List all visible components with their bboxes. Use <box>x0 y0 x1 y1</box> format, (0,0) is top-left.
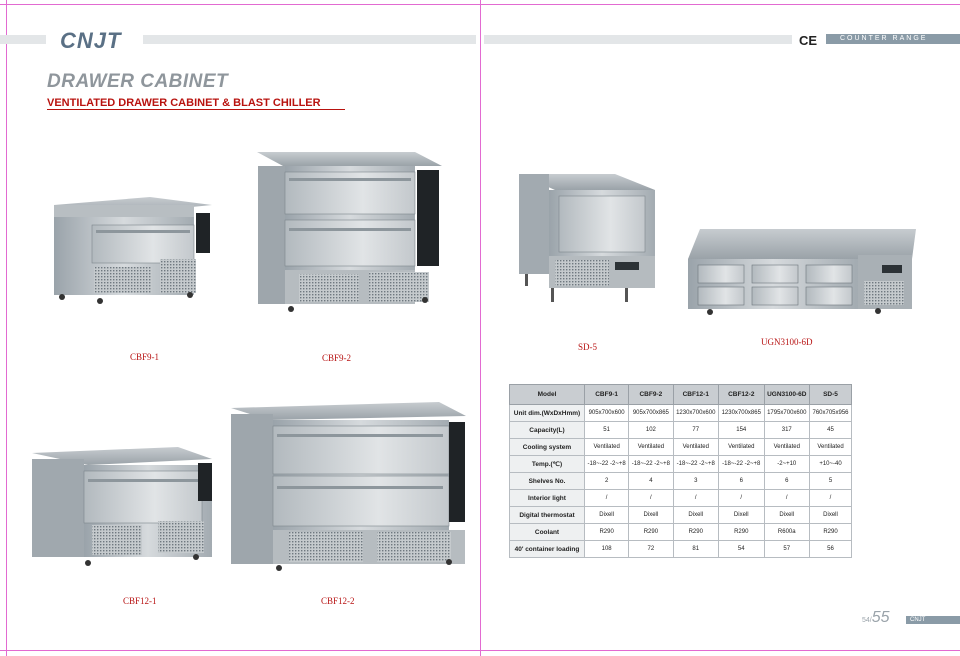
table-cell: 51 <box>585 422 629 439</box>
spec-table <box>509 384 852 558</box>
table-cell: Ventilated <box>719 439 765 456</box>
table-cell: 6 <box>719 473 765 490</box>
table-row <box>510 405 852 422</box>
table-cell: / <box>764 490 810 507</box>
cbf9-1-image <box>50 195 215 310</box>
page-subtitle: VENTILATED DRAWER CABINET & BLAST CHILLER <box>47 97 345 110</box>
table-cell: -18~-22 -2~+8 <box>719 456 765 473</box>
row-label-cell: Capacity(L) <box>510 422 585 439</box>
table-cell: 45 <box>810 422 852 439</box>
table-row <box>510 541 852 558</box>
table-cell: Ventilated <box>629 439 673 456</box>
ce-mark: CE <box>799 33 818 48</box>
table-cell: 102 <box>629 422 673 439</box>
page-number-left: 54 <box>862 617 870 624</box>
footer-brand-tag: CNJT <box>906 616 960 624</box>
table-cell: 6 <box>764 473 810 490</box>
table-cell: -2~+10 <box>764 456 810 473</box>
table-cell: / <box>810 490 852 507</box>
table-cell: 905x700x600 <box>585 405 629 422</box>
table-row <box>510 473 852 490</box>
table-cell: 1230x700x600 <box>673 405 719 422</box>
table-cell: / <box>719 490 765 507</box>
ugn3100-6d-image <box>686 225 921 317</box>
table-row <box>510 507 852 524</box>
caption-cbf9-2: CBF9-2 <box>322 353 352 363</box>
table-cell: R290 <box>810 524 852 541</box>
crop-line-center <box>480 0 481 656</box>
cbf9-2-image <box>255 150 445 315</box>
header-bar-left-stub <box>0 35 46 44</box>
table-cell: 2 <box>585 473 629 490</box>
table-cell: / <box>629 490 673 507</box>
spec-header-row <box>510 385 852 405</box>
table-cell: R290 <box>719 524 765 541</box>
table-cell: R290 <box>673 524 719 541</box>
row-label-cell: Temp.(℃) <box>510 456 585 473</box>
table-cell: Dixell <box>629 507 673 524</box>
sd-5-image <box>515 170 660 305</box>
table-cell: Ventilated <box>585 439 629 456</box>
crop-line-left <box>6 0 7 656</box>
table-cell: 81 <box>673 541 719 558</box>
table-cell: 905x700x865 <box>629 405 673 422</box>
header-cell: SD-5 <box>810 385 852 405</box>
table-row <box>510 490 852 507</box>
cbf12-2-image <box>229 400 469 575</box>
range-label: COUNTER RANGE <box>826 34 960 44</box>
table-cell: R600a <box>764 524 810 541</box>
table-row <box>510 439 852 456</box>
table-cell: -18~-22 -2~+8 <box>629 456 673 473</box>
table-cell: 1795x700x600 <box>764 405 810 422</box>
table-cell: 54 <box>719 541 765 558</box>
table-cell: 57 <box>764 541 810 558</box>
table-cell: Dixell <box>585 507 629 524</box>
caption-ugn3100-6d: UGN3100-6D <box>761 337 813 347</box>
page-number <box>862 609 890 627</box>
table-cell: +10~-40 <box>810 456 852 473</box>
row-label-cell: Coolant <box>510 524 585 541</box>
table-cell: 5 <box>810 473 852 490</box>
table-cell: Dixell <box>719 507 765 524</box>
page-number-separator: / <box>869 617 872 624</box>
table-cell: 3 <box>673 473 719 490</box>
table-cell: Dixell <box>764 507 810 524</box>
row-label-cell: Interior light <box>510 490 585 507</box>
cbf12-1-image <box>28 445 216 570</box>
table-cell: -18~-22 -2~+8 <box>673 456 719 473</box>
table-row <box>510 422 852 439</box>
table-cell: 317 <box>764 422 810 439</box>
table-cell: / <box>673 490 719 507</box>
header-bar-left <box>143 35 476 44</box>
header-cell: CBF12-2 <box>719 385 765 405</box>
header-cell: CBF9-2 <box>629 385 673 405</box>
table-cell: Ventilated <box>673 439 719 456</box>
table-cell: -18~-22 -2~+8 <box>585 456 629 473</box>
page-number-right: 55 <box>871 609 890 626</box>
caption-cbf12-1: CBF12-1 <box>123 596 157 606</box>
table-cell: R290 <box>585 524 629 541</box>
table-cell: 56 <box>810 541 852 558</box>
table-cell: Dixell <box>673 507 719 524</box>
table-cell: 760x705x956 <box>810 405 852 422</box>
table-cell: Ventilated <box>764 439 810 456</box>
table-cell: 1230x700x865 <box>719 405 765 422</box>
brand-logo: CNJT <box>60 28 122 53</box>
page-title: DRAWER CABINET <box>47 71 229 92</box>
row-label-cell: Digital thermostat <box>510 507 585 524</box>
table-cell: 72 <box>629 541 673 558</box>
row-label-cell: Shelves No. <box>510 473 585 490</box>
table-cell: Dixell <box>810 507 852 524</box>
table-row <box>510 524 852 541</box>
table-cell: 154 <box>719 422 765 439</box>
header-cell: Model <box>510 385 585 405</box>
row-label-cell: Unit dim.(WxDxHmm) <box>510 405 585 422</box>
table-cell: Ventilated <box>810 439 852 456</box>
table-cell: R290 <box>629 524 673 541</box>
table-cell: 4 <box>629 473 673 490</box>
caption-sd-5: SD-5 <box>578 342 598 352</box>
header-cell: CBF9-1 <box>585 385 629 405</box>
table-cell: 108 <box>585 541 629 558</box>
table-cell: 77 <box>673 422 719 439</box>
caption-cbf9-1: CBF9-1 <box>130 352 160 362</box>
table-row <box>510 456 852 473</box>
caption-cbf12-2: CBF12-2 <box>321 596 355 606</box>
header-cell: CBF12-1 <box>673 385 719 405</box>
row-label-cell: Cooling system <box>510 439 585 456</box>
header-cell: UGN3100-6D <box>764 385 810 405</box>
row-label-cell: 40' container loading <box>510 541 585 558</box>
table-cell: / <box>585 490 629 507</box>
header-bar-right <box>484 35 792 44</box>
